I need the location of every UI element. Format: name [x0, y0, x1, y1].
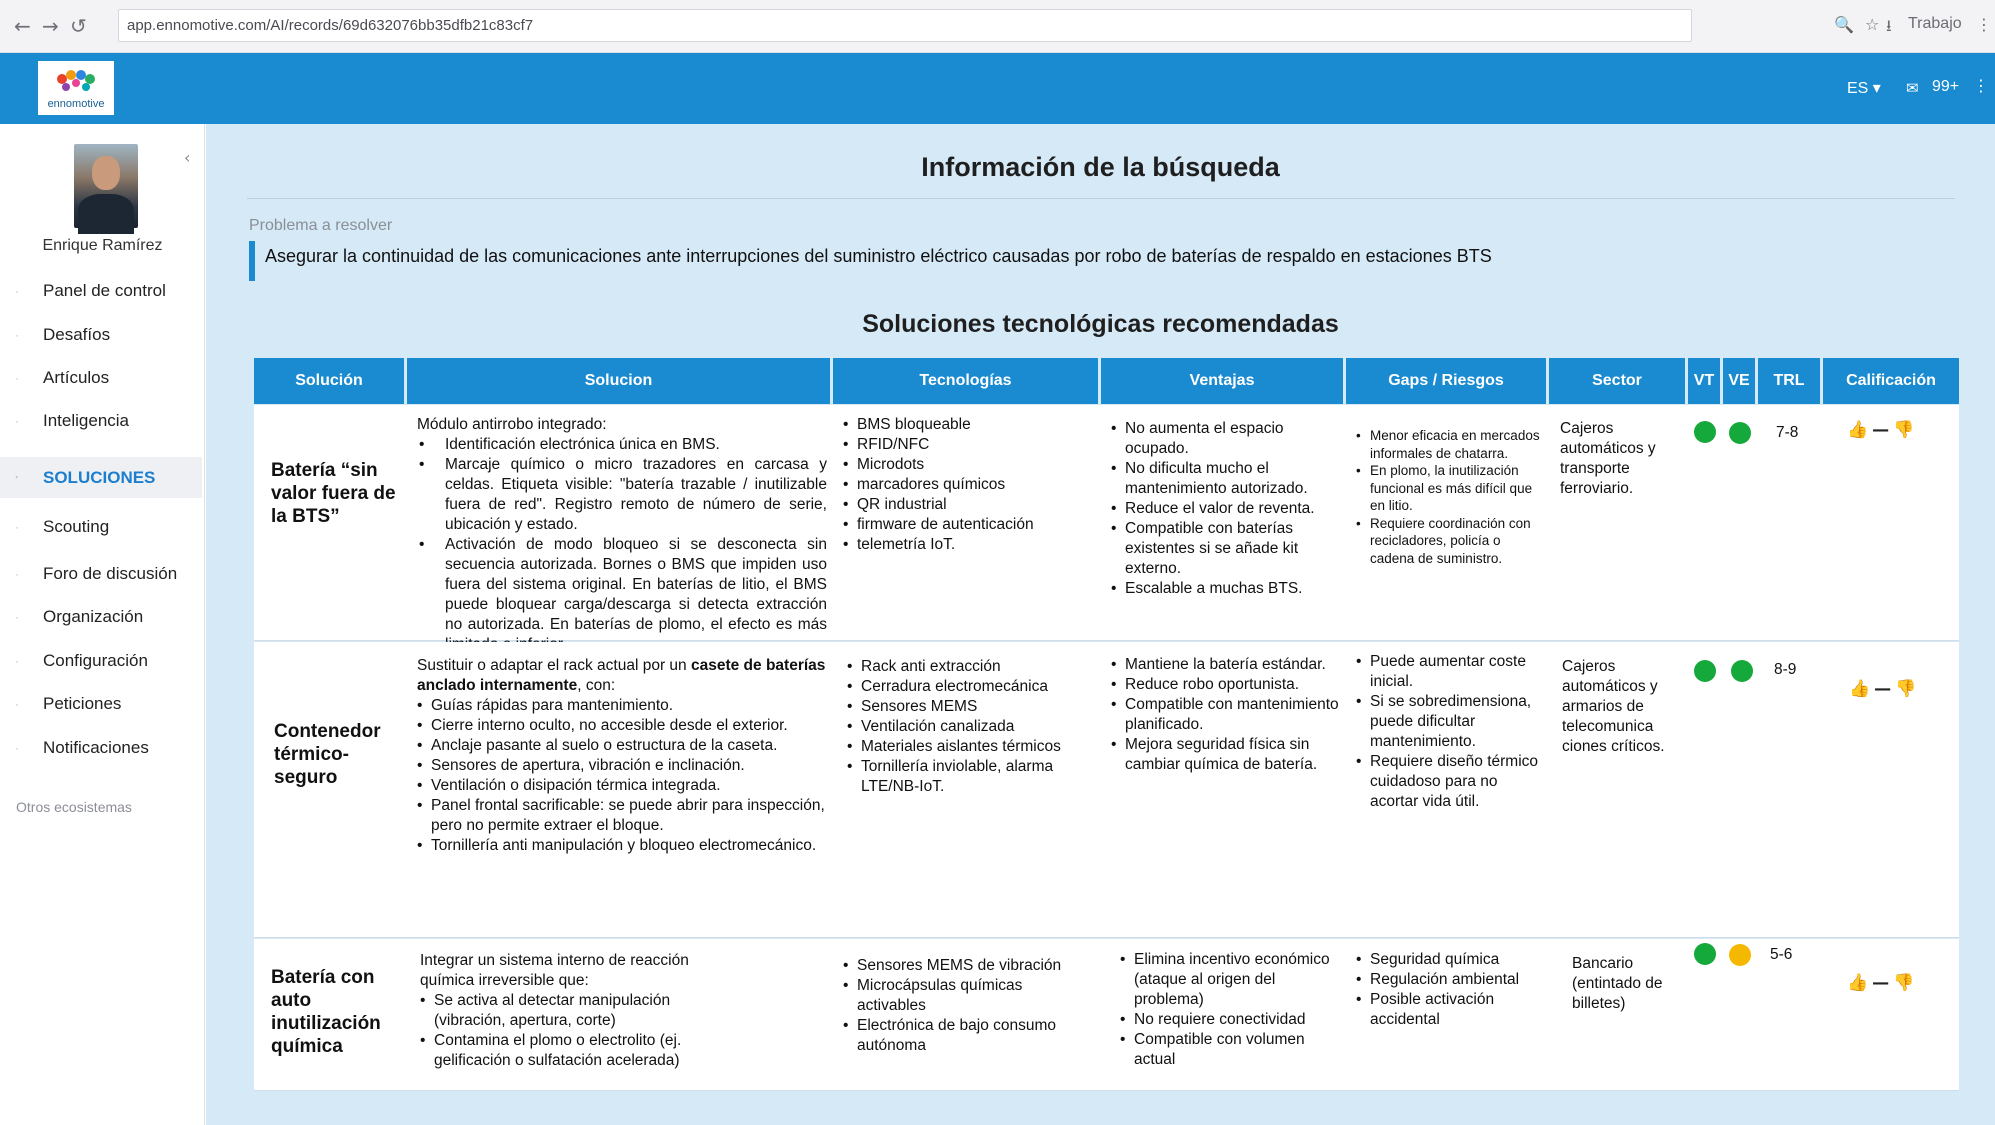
table-row	[254, 405, 1959, 641]
bullet-icon: ·	[15, 328, 19, 342]
ventajas-list	[1111, 419, 1341, 599]
header-trl[interactable]: TRL	[1758, 358, 1820, 404]
language-selector[interactable]: ES ▾	[1847, 80, 1881, 97]
header-ve[interactable]: VE	[1723, 358, 1755, 404]
star-icon[interactable]: ☆	[1865, 15, 1880, 34]
description-item: • Panel frontal sacrificable: se puede abrir para inspección, pero no permite extraer el bloque.	[417, 796, 842, 836]
solution-name: Batería con auto inutilización química	[271, 967, 381, 1057]
bullet-icon: ·	[15, 284, 19, 298]
logo-icon	[38, 65, 114, 101]
tech-list	[843, 415, 1095, 555]
sidebar-item-label: Configuración	[43, 651, 148, 670]
description-item: • Activación de modo bloqueo si se desconecta sin secuencia autorizada. Bornes o BMS que impiden uso fuera del sistema original. En baterías de litio, el BMS puede bloquear carga/descarga si detecta extracción no autorizada. En baterías de plomo, el efecto es más	[417, 535, 827, 655]
gap-item: • Seguridad química	[1356, 950, 1546, 970]
sector-text: Bancario (entintado de billetes)	[1572, 955, 1663, 1012]
gap-item: • En plomo, la inutilización funcional es más difícil que en litio.	[1356, 462, 1544, 515]
description-item: • Identificación electrónica única en BMS.	[417, 435, 827, 455]
sidebar-item-label: Panel de control	[43, 281, 166, 300]
ventaja-item: • Reduce el valor de reventa.	[1111, 499, 1341, 519]
notification-count[interactable]: 99+	[1932, 78, 1960, 95]
trl-value: 8-9	[1774, 661, 1797, 678]
download-icon[interactable]: ⭳	[1886, 16, 1892, 35]
sidebar-item-foro[interactable]	[0, 555, 202, 593]
table-row	[254, 939, 1959, 1091]
sidebar-item-notificaciones[interactable]	[0, 729, 202, 767]
sidebar-item-desafios[interactable]	[0, 316, 202, 354]
search-icon[interactable]: 🔍	[1834, 15, 1854, 34]
ve-status-dot	[1731, 660, 1753, 682]
vt-status-dot	[1694, 943, 1716, 965]
sidebar-item-scouting[interactable]	[0, 508, 202, 546]
tech-list	[847, 657, 1097, 797]
tech-item: • firmware de autenticación	[843, 515, 1095, 535]
ventaja-item: • No requiere conectividad	[1120, 1010, 1332, 1030]
bullet-icon: ·	[15, 520, 19, 534]
ventaja-item: • Compatible con baterías existentes si se añade kit externo.	[1111, 519, 1341, 579]
header-menu-icon[interactable]: ⋮	[1973, 76, 1989, 95]
rating-neutral[interactable]: —	[1872, 420, 1890, 440]
sidebar-item-articulos[interactable]	[0, 359, 202, 397]
sidebar-item-label: Foro de discusión	[43, 564, 178, 583]
thumbs-down-icon[interactable]: 👎	[1893, 973, 1915, 993]
address-bar[interactable]: app.ennomotive.com/AI/records/69d632076bb35dfb21c83cf7	[118, 9, 1692, 42]
page-title: Información de la búsqueda	[921, 152, 1280, 182]
ventajas-list	[1111, 655, 1351, 775]
sector-text: Cajeros automáticos y transporte ferroviario.	[1560, 420, 1656, 497]
ventaja-item: • Mantiene la batería estándar.	[1111, 655, 1351, 675]
thumbs-up-icon[interactable]: 👍	[1849, 679, 1871, 699]
tech-item: • Materiales aislantes térmicos	[847, 737, 1097, 757]
sidebar-item-soluciones[interactable]	[0, 457, 202, 498]
bullet-icon: ·	[15, 610, 19, 624]
gaps-list	[1356, 950, 1546, 1030]
sidebar-item-label: Artículos	[43, 368, 110, 387]
profile-label[interactable]: Trabajo	[1908, 15, 1962, 32]
description-item: • Guías rápidas para mantenimiento.	[417, 696, 842, 716]
trl-value: 7-8	[1776, 424, 1799, 441]
header-solucion-desc[interactable]: Solucion	[407, 358, 830, 404]
description-item: • Ventilación o disipación térmica integrada.	[417, 776, 842, 796]
solution-description	[417, 656, 842, 856]
solution-name: Contenedor térmico-seguro	[274, 721, 381, 788]
ventaja-item: • Escalable a muchas BTS.	[1111, 579, 1341, 599]
description-item: • Sensores de apertura, vibración e inclinación.	[417, 756, 842, 776]
description-item: • Contamina el plomo o electrolito (ej. gelificación o sulfatación acelerada)	[420, 1031, 720, 1071]
collapse-sidebar-icon[interactable]: ‹	[184, 148, 191, 167]
solution-name: Batería “sin valor fuera de la BTS”	[271, 460, 396, 527]
logo[interactable]	[38, 61, 114, 115]
tech-item: • RFID/NFC	[843, 435, 1095, 455]
gap-item: • Si se sobredimensiona, puede dificultar mantenimiento.	[1356, 692, 1548, 752]
tech-list	[843, 956, 1088, 1056]
tech-item: • BMS bloqueable	[843, 415, 1095, 435]
problem-text: Asegurar la continuidad de las comunicaciones ante interrupciones del suministro eléctrico causadas por robo de baterías de respaldo en estaciones BTS	[265, 246, 1492, 266]
tech-item: • Tornillería inviolable, alarma LTE/NB-IoT.	[847, 757, 1097, 797]
ventaja-item: • Elimina incentivo económico (ataque al origen del problema)	[1120, 950, 1332, 1010]
trl-value: 5-6	[1770, 946, 1793, 963]
tech-item: • Electrónica de bajo consumo autónoma	[843, 1016, 1088, 1056]
other-ecosystems-link[interactable]: Otros ecosistemas	[16, 799, 132, 815]
sidebar-item-peticiones[interactable]	[0, 685, 202, 723]
rating-neutral[interactable]: —	[1874, 679, 1892, 699]
bullet-icon: ·	[15, 371, 19, 385]
sidebar-item-configuracion[interactable]	[0, 642, 202, 680]
gaps-list	[1356, 652, 1548, 812]
table-row	[254, 642, 1959, 938]
thumbs-down-icon[interactable]: 👎	[1893, 420, 1915, 440]
reload-icon[interactable]: ↺	[70, 14, 87, 38]
problem-label: Problema a resolver	[249, 217, 393, 234]
sidebar-item-label: Notificaciones	[43, 738, 149, 757]
sidebar-item-label: Organización	[43, 607, 144, 626]
vt-status-dot	[1694, 421, 1716, 443]
bullet-icon: ·	[15, 654, 19, 668]
description-item: • Tornillería anti manipulación y bloqueo electromecánico.	[417, 836, 842, 856]
bullet-icon: ·	[15, 697, 19, 711]
ve-status-dot	[1729, 944, 1751, 966]
user-name[interactable]: Enrique Ramírez	[42, 237, 163, 254]
main-content	[206, 124, 1995, 1125]
sector-text: Cajeros automáticos y armarios de telecomunica ciones críticos.	[1562, 658, 1665, 755]
solutions-title: Soluciones tecnológicas recomendadas	[862, 310, 1339, 338]
tech-item: • QR industrial	[843, 495, 1095, 515]
description-intro: Integrar un sistema interno de reacción química irreversible que:	[420, 952, 689, 989]
header-calificacion[interactable]: Calificación	[1823, 358, 1959, 404]
header-sector[interactable]: Sector	[1549, 358, 1685, 404]
tech-item: • Ventilación canalizada	[847, 717, 1097, 737]
gap-item: • Regulación ambiental	[1356, 970, 1546, 990]
tech-item: • marcadores químicos	[843, 475, 1095, 495]
browser-toolbar	[0, 0, 1995, 53]
divider	[247, 198, 1955, 199]
gap-item: • Posible activación accidental	[1356, 990, 1546, 1030]
tech-item: • Cerradura electromecánica	[847, 677, 1097, 697]
thumbs-up-icon[interactable]: 👍	[1847, 973, 1869, 993]
rating-neutral[interactable]: —	[1872, 973, 1890, 993]
tech-item: • Sensores MEMS	[847, 697, 1097, 717]
logo-text: ennomotive	[47, 98, 105, 110]
solution-description	[420, 951, 720, 1071]
ventajas-list	[1120, 950, 1332, 1070]
description-item: • Anclaje pasante al suelo o estructura de la caseta.	[417, 736, 842, 756]
problem-accent-bar	[249, 241, 255, 281]
gap-item: • Requiere diseño térmico cuidadoso para no acortar vida útil.	[1356, 752, 1548, 812]
description-item: • Cierre interno oculto, no accesible desde el exterior.	[417, 716, 842, 736]
tech-item: • Sensores MEMS de vibración	[843, 956, 1088, 976]
ventaja-item: • No dificulta mucho el mantenimiento autorizado.	[1111, 459, 1341, 499]
sidebar-item-label: SOLUCIONES	[43, 468, 156, 487]
bullet-icon: ·	[15, 741, 19, 755]
sidebar-item-inteligencia[interactable]	[0, 402, 202, 440]
description-intro: Módulo antirrobo integrado:	[417, 416, 607, 433]
avatar[interactable]	[74, 144, 138, 228]
back-icon[interactable]: ←	[14, 14, 31, 38]
sidebar-item-panel[interactable]	[0, 272, 202, 310]
bullet-icon: ·	[15, 414, 19, 428]
header-gaps[interactable]: Gaps / Riesgos	[1346, 358, 1546, 404]
tech-item: • telemetría IoT.	[843, 535, 1095, 555]
sidebar	[0, 124, 205, 1125]
tech-item: • Microdots	[843, 455, 1095, 475]
forward-icon[interactable]: →	[42, 14, 59, 38]
browser-menu-icon[interactable]: ⋮	[1976, 15, 1992, 34]
description-item: • Marcaje químico o micro trazadores en carcasa y celdas. Etiqueta visible: "batería trazable / inutilizable fuera de red". Registro remoto de número de serie, ubicación y estado.	[417, 455, 827, 535]
sidebar-item-label: Inteligencia	[43, 411, 130, 430]
ventaja-item: • Compatible con volumen actual	[1120, 1030, 1332, 1070]
ve-status-dot	[1729, 422, 1751, 444]
description-intro: Sustituir o adaptar el rack actual por un casete de baterías anclado internamente, con:	[417, 657, 826, 694]
header-vt[interactable]: VT	[1688, 358, 1720, 404]
ventaja-item: • No aumenta el espacio ocupado.	[1111, 419, 1341, 459]
sidebar-item-label: Scouting	[43, 517, 110, 536]
vt-status-dot	[1694, 660, 1716, 682]
ventaja-item: • Compatible con mantenimiento planificado.	[1111, 695, 1351, 735]
bullet-icon: ·	[15, 470, 19, 484]
ventaja-item: • Reduce robo oportunista.	[1111, 675, 1351, 695]
solution-description	[417, 415, 827, 641]
header-tecnologias[interactable]: Tecnologías	[833, 358, 1098, 404]
sidebar-item-organizacion[interactable]	[0, 598, 202, 636]
rating-control	[1847, 973, 1914, 993]
sidebar-item-label: Desafíos	[43, 325, 111, 344]
tech-item: • Rack anti extracción	[847, 657, 1097, 677]
header-ventajas[interactable]: Ventajas	[1101, 358, 1343, 404]
bullet-icon: ·	[15, 567, 19, 581]
app-header	[0, 53, 1995, 124]
gap-item: • Requiere coordinación con recicladores, policía o cadena de suministro.	[1356, 515, 1544, 568]
description-item: • Se activa al detectar manipulación (vibración, apertura, corte)	[420, 991, 720, 1031]
gaps-list	[1356, 427, 1544, 567]
rating-control	[1849, 679, 1916, 699]
ventaja-item: • Mejora seguridad física sin cambiar química de batería.	[1111, 735, 1351, 775]
gap-item: • Menor eficacia en mercados informales de chatarra.	[1356, 427, 1544, 462]
header-solucion[interactable]: Solución	[254, 358, 404, 404]
tech-item: • Microcápsulas químicas activables	[843, 976, 1088, 1016]
gap-item: • Puede aumentar coste inicial.	[1356, 652, 1548, 692]
sidebar-item-label: Peticiones	[43, 694, 122, 713]
mail-icon[interactable]: ✉	[1906, 79, 1919, 97]
thumbs-down-icon[interactable]: 👎	[1895, 679, 1917, 699]
thumbs-up-icon[interactable]: 👍	[1847, 420, 1869, 440]
rating-control	[1847, 420, 1914, 440]
